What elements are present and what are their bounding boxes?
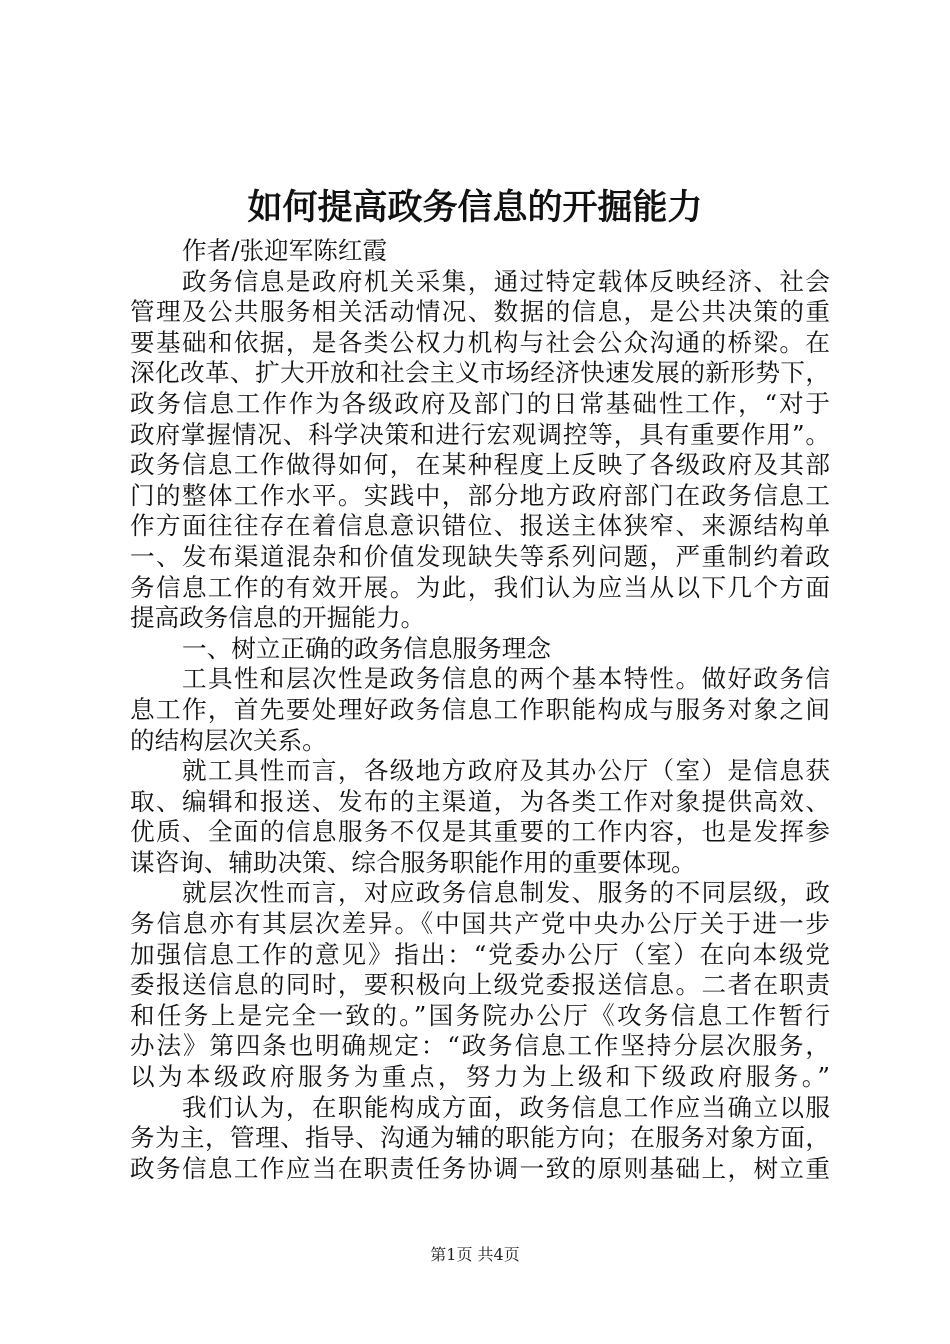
text-line: 办法》第四条也明确规定：“政务信息工作坚持分层次服务， [130, 1031, 832, 1061]
text-line: 一、树立正确的政务信息服务理念 [182, 633, 551, 663]
text-line: 加强信息工作的意见》指出：“党委办公厅（室）在向本级党 [130, 939, 832, 969]
text-line: 深化改革、扩大开放和社会主义市场经济快速发展的新形势下， [130, 358, 831, 388]
page-number-footer: 第1页 共4页 [430, 1245, 520, 1264]
text-line: 务信息工作的有效开展。为此，我们认为应当从以下几个方面 [130, 572, 832, 602]
text-line: 门的整体工作水平。实践中，部分地方政府部门在政务信息工 [130, 480, 832, 510]
document-title: 如何提高政务信息的开掘能力 [247, 187, 703, 228]
text-line: 政务信息工作应当在职责任务协调一致的原则基础上，树立重 [130, 1153, 832, 1183]
text-line: 作方面往往存在着信息意识错位、报送主体狭窄、来源结构单 [130, 511, 832, 541]
text-line: 委报送信息的同时，要积极向上级党委报送信息。二者在职责 [130, 970, 832, 1000]
text-line: 一、发布渠道混杂和价值发现缺失等系列问题，严重制约着政 [130, 541, 832, 571]
text-line: 和任务上是完全一致的。”国务院办公厅《攻务信息工作暂行 [130, 1000, 833, 1030]
text-line: 务信息亦有其层次差异。《中国共产党中央办公厅关于进一步 [130, 909, 832, 939]
text-line: 的结构层次关系。 [130, 725, 327, 755]
text-line: 政务信息是政府机关采集，通过特定载体反映经济、社会 [182, 266, 832, 296]
text-line: 取、编辑和报送、发布的主渠道，为各类工作对象提供高效、 [130, 786, 832, 816]
text-line: 提高政务信息的开掘能力。 [130, 603, 426, 633]
text-line: 我们认为，在职能构成方面，政务信息工作应当确立以服 [182, 1092, 832, 1122]
text-line: 息工作，首先要处理好政务信息工作职能构成与服务对象之间 [130, 694, 832, 724]
text-line: 政务信息工作作为各级政府及部门的日常基础性工作，“对于 [130, 388, 832, 418]
text-line: 务为主，管理、指导、沟通为辅的职能方向；在服务对象方面， [130, 1123, 831, 1153]
text-line: 政务信息工作做得如何，在某种程度上反映了各级政府及其部 [130, 450, 832, 480]
text-line: 就层次性而言，对应政务信息制发、服务的不同层级，政 [182, 878, 832, 908]
text-line: 要基础和依据，是各类公权力机构与社会公众沟通的桥梁。在 [130, 327, 832, 357]
text-line: 优质、全面的信息服务不仅是其重要的工作内容，也是发挥参 [130, 817, 832, 847]
text-line: 政府掌握情况、科学决策和进行宏观调控等，具有重要作用”。 [130, 419, 831, 449]
text-line: 就工具性而言，各级地方政府及其办公厅（室）是信息获 [182, 756, 832, 786]
text-line: 管理及公共服务相关活动情况、数据的信息，是公共决策的重 [130, 297, 832, 327]
text-line: 以为本级政府服务为重点，努力为上级和下级政府服务。” [130, 1062, 834, 1092]
text-line: 谋咨询、辅助决策、综合服务职能作用的重要体现。 [130, 847, 696, 877]
text-line: 作者/张迎军陈红霞 [182, 236, 388, 265]
document-body [130, 236, 834, 1184]
text-line: 工具性和层次性是政务信息的两个基本特性。做好政务信 [182, 664, 832, 694]
